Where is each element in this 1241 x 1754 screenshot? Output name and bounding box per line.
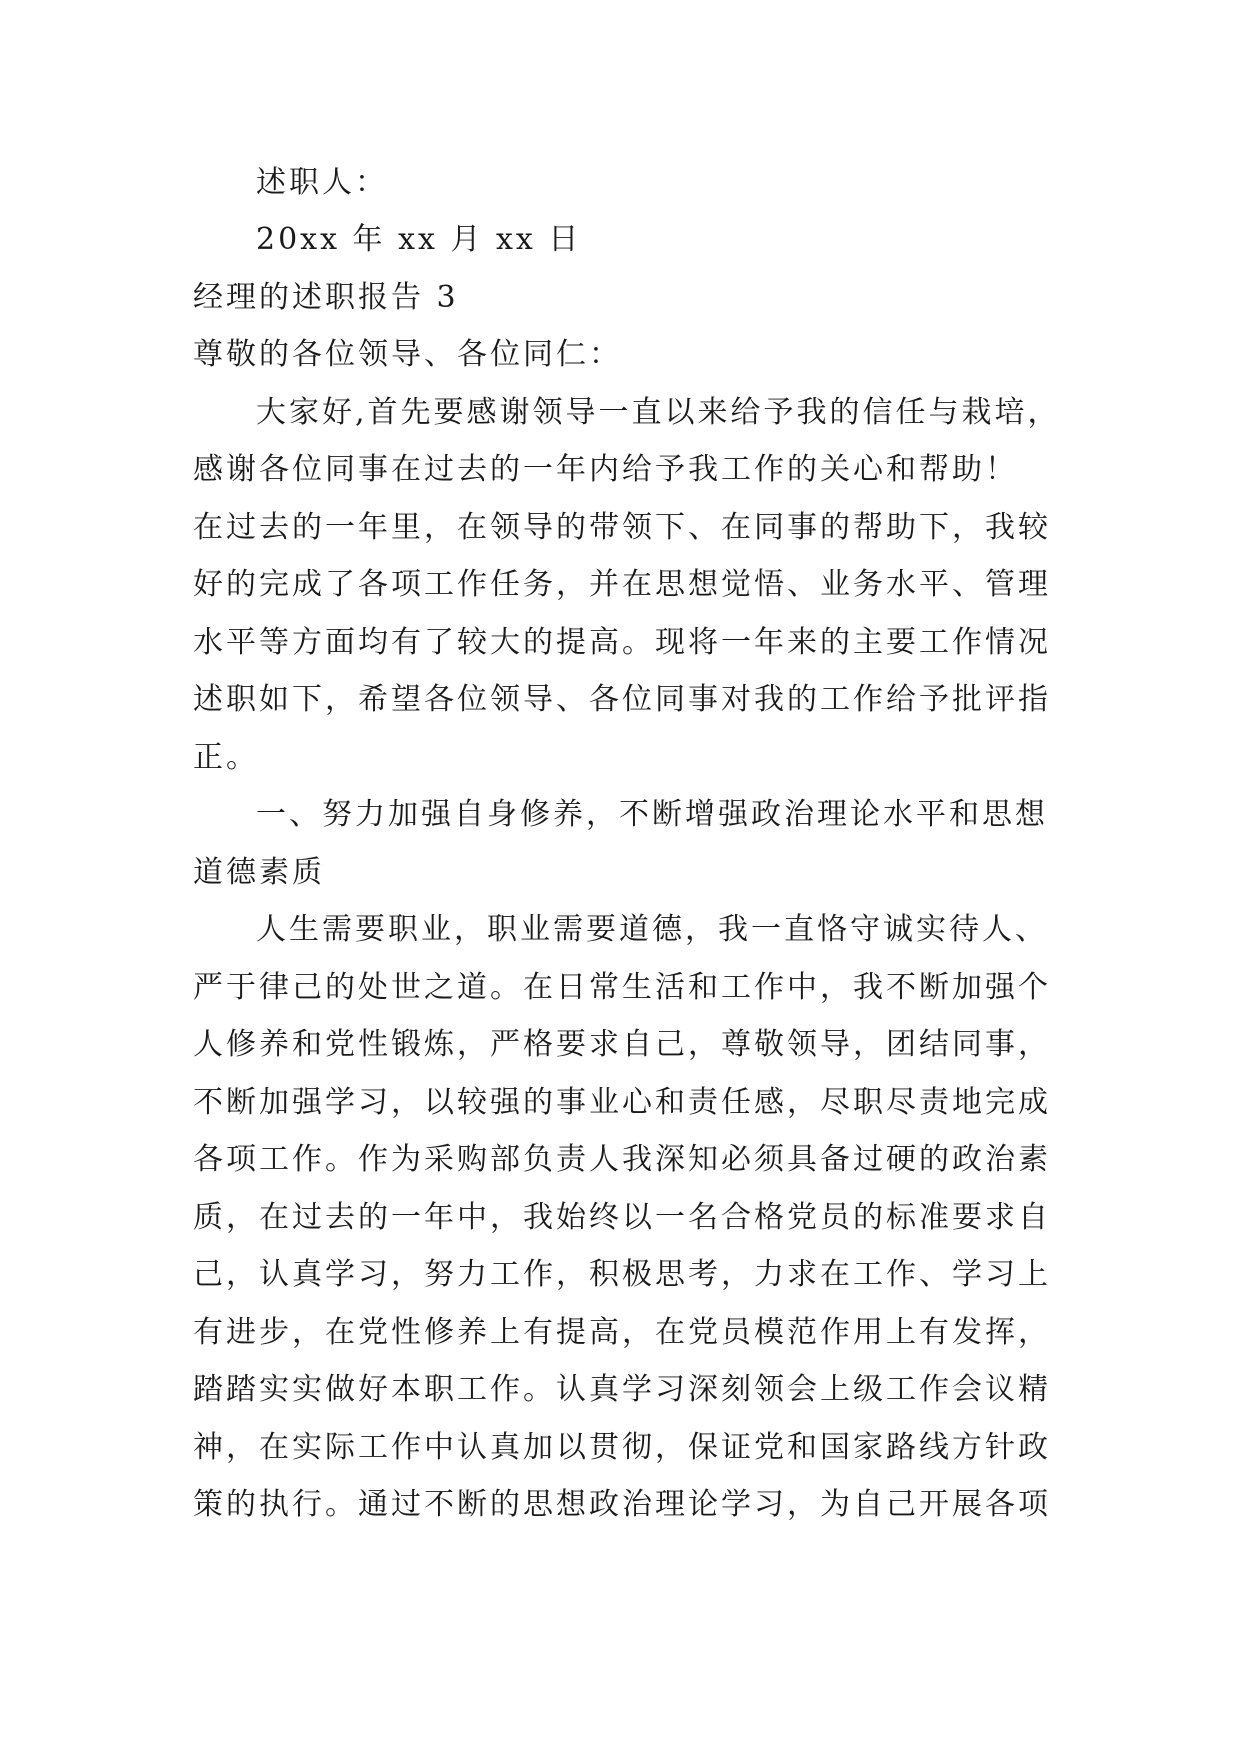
body-line: 严于律己的处世之道。在日常生活和工作中，我不断加强个 (193, 970, 1051, 1005)
body-line: 有进步，在党性修养上有提高，在党员模范作用上有发挥， (193, 1315, 1051, 1350)
body-line: 质，在过去的一年中，我始终以一名合格党员的标准要求自 (193, 1200, 1051, 1235)
signatory-line: 述职人： (256, 165, 388, 200)
body-line: 不断加强学习，以较强的事业心和责任感，尽职尽责地完成 (193, 1085, 1051, 1120)
body-line: 踏踏实实做好本职工作。认真学习深刻领会上级工作会议精 (193, 1372, 1051, 1407)
body-line: 人生需要职业，职业需要道德，我一直恪守诚实待人、 (256, 912, 1048, 947)
body-line: 好的完成了各项工作任务，并在思想觉悟、业务水平、管理 (193, 567, 1051, 602)
body-line: 各项工作。作为采购部负责人我深知必须具备过硬的政治素 (193, 1142, 1051, 1177)
body-line: 大家好,首先要感谢领导一直以来给予我的信任与栽培， (256, 395, 1061, 430)
section-heading: 道德素质 (193, 855, 325, 890)
body-line: 水平等方面均有了较大的提高。现将一年来的主要工作情况 (193, 625, 1051, 660)
body-line: 策的执行。通过不断的思想政治理论学习，为自己开展各项 (193, 1487, 1051, 1522)
body-line: 己，认真学习，努力工作，积极思考，力求在工作、学习上 (193, 1257, 1051, 1292)
body-line: 述职如下，希望各位领导、各位同事对我的工作给予批评指 (193, 682, 1051, 717)
date-line: 20xx 年 xx 月 xx 日 (256, 222, 582, 257)
report-title: 经理的述职报告 3 (193, 280, 459, 315)
body-line: 正。 (193, 740, 259, 775)
body-line: 在过去的一年里，在领导的带领下、在同事的帮助下，我较 (193, 510, 1051, 545)
body-line: 人修养和党性锻炼，严格要求自己，尊敬领导，团结同事， (193, 1027, 1051, 1062)
body-line: 感谢各位同事在过去的一年内给予我工作的关心和帮助！ (193, 452, 1018, 487)
salutation: 尊敬的各位领导、各位同仁： (193, 337, 622, 372)
section-heading: 一、努力加强自身修养，不断增强政治理论水平和思想 (256, 797, 1048, 832)
body-line: 神，在实际工作中认真加以贯彻，保证党和国家路线方针政 (193, 1430, 1051, 1465)
